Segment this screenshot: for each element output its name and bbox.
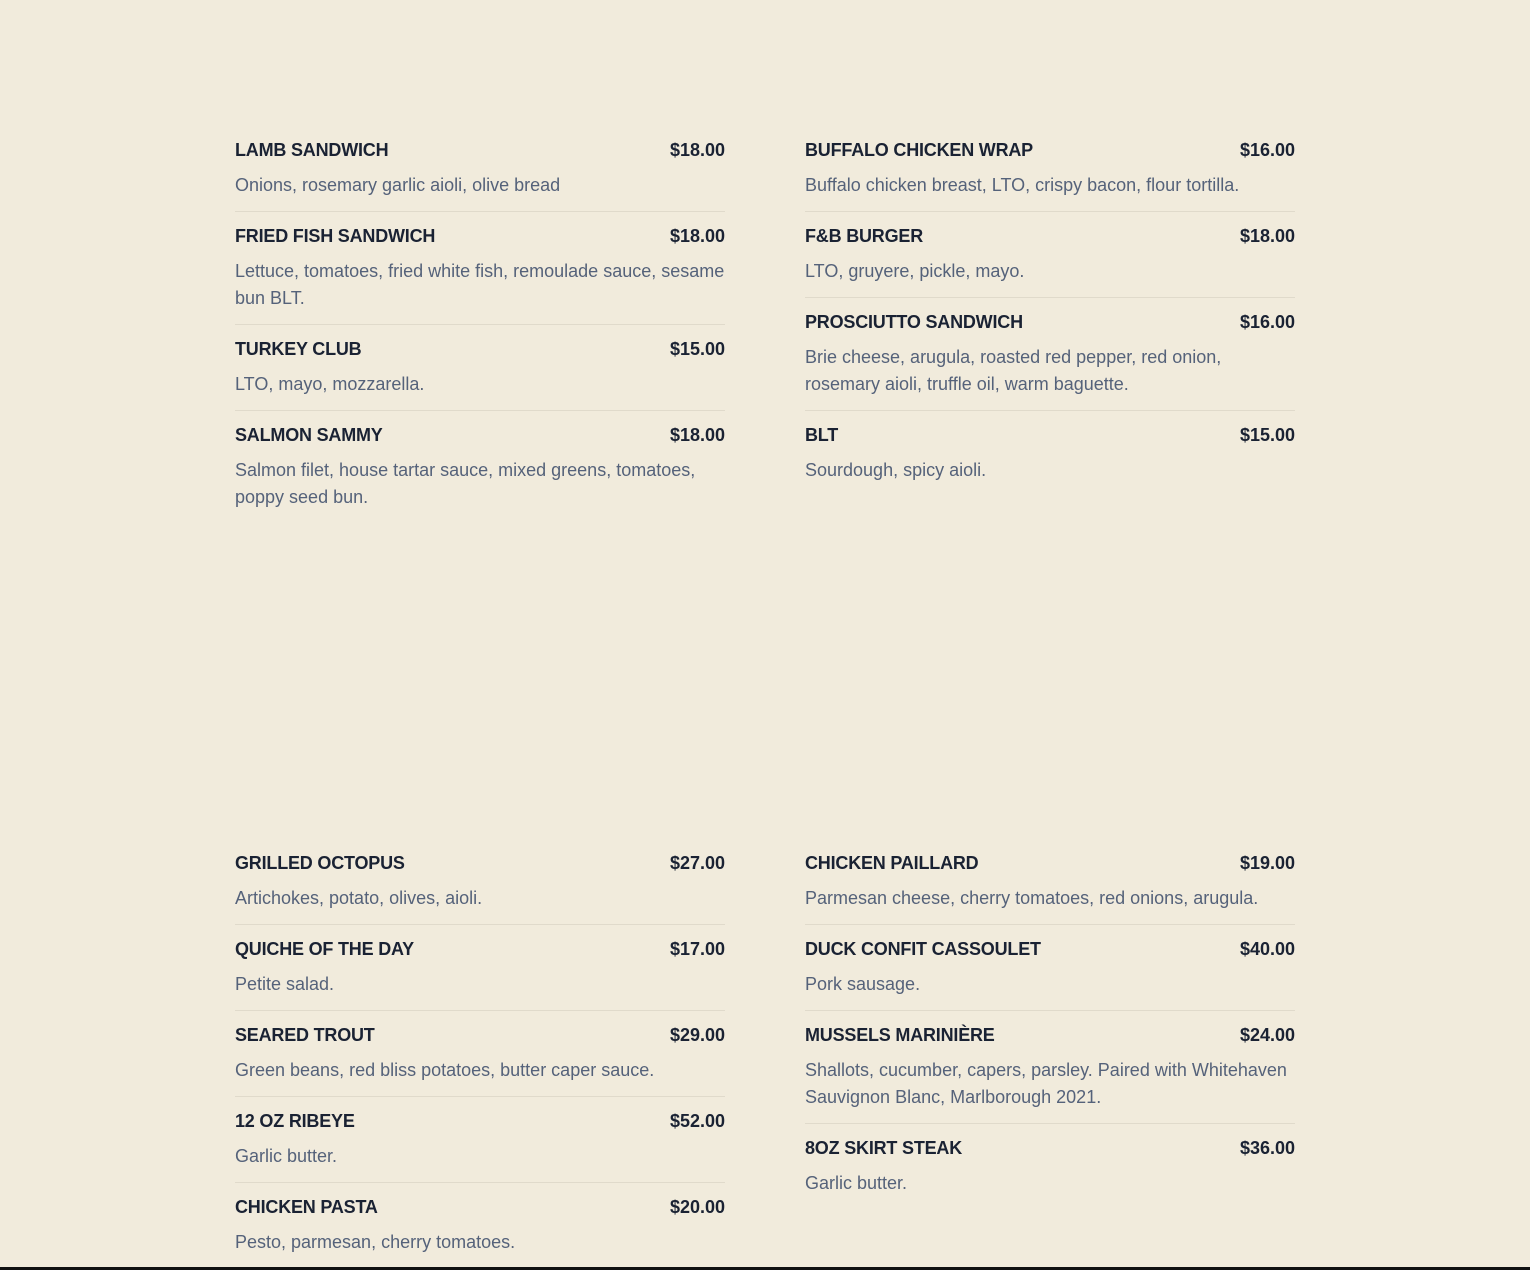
menu-item-price: $18.00	[1239, 226, 1295, 246]
menu-item-description: Parmesan cheese, cherry tomatoes, red onions, arugula.	[805, 888, 1259, 908]
menu-item-price: $20.00	[669, 1197, 725, 1217]
menu-item	[805, 212, 1295, 298]
menu-item-name: SALMON SAMMY	[235, 425, 383, 445]
menu-item-name: DUCK CONFIT CASSOULET	[805, 939, 1041, 959]
menu-item-description: Garlic butter.	[235, 1146, 338, 1166]
menu-item-description: Salmon filet, house tartar sauce, mixed greens, tomatoes, poppy seed bun.	[235, 460, 696, 507]
menu-item-description: Petite salad.	[235, 974, 335, 994]
menu-item-name: FRIED FISH SANDWICH	[235, 226, 436, 246]
menu-item-name: 8OZ SKIRT STEAK	[805, 1138, 963, 1158]
menu-column-right	[805, 853, 1295, 1268]
menu-item-description: Sourdough, spicy aioli.	[805, 460, 987, 480]
menu-item-price: $40.00	[1239, 939, 1295, 959]
menu-item-description: Onions, rosemary garlic aioli, olive bread	[235, 175, 561, 195]
menu-item	[805, 1124, 1295, 1209]
menu-item-description: Shallots, cucumber, capers, parsley. Paired with Whitehaven Sauvignon Blanc, Marlborough 2021.	[805, 1060, 1287, 1107]
menu-item-price: $17.00	[669, 939, 725, 959]
menu-item-name: CHICKEN PASTA	[235, 1197, 378, 1217]
menu-item	[805, 298, 1295, 411]
menu-item-name: BUFFALO CHICKEN WRAP	[805, 140, 1033, 160]
menu-item	[235, 853, 725, 925]
menu-item-name: QUICHE OF THE DAY	[235, 939, 414, 959]
menu-section-sandwiches	[235, 140, 1295, 523]
menu-item-name: BLT	[805, 425, 839, 445]
menu-column-right	[805, 140, 1295, 523]
menu-item-name: SEARED TROUT	[235, 1025, 375, 1045]
menu-item-price: $29.00	[669, 1025, 725, 1045]
menu-item	[235, 140, 725, 212]
menu-item-name: GRILLED OCTOPUS	[235, 853, 405, 873]
menu-item-name: CHICKEN PAILLARD	[805, 853, 979, 873]
menu-item-price: $18.00	[669, 140, 725, 160]
menu-item	[805, 411, 1295, 496]
menu-item-description: Pesto, parmesan, cherry tomatoes.	[235, 1232, 516, 1252]
menu-item	[235, 1011, 725, 1097]
menu-item-description: Buffalo chicken breast, LTO, crispy bacon, flour tortilla.	[805, 175, 1240, 195]
menu-item	[235, 1097, 725, 1183]
menu-item	[235, 212, 725, 325]
menu-item-price: $16.00	[1239, 140, 1295, 160]
menu-item-price: $18.00	[669, 425, 725, 445]
menu-item-description: Pork sausage.	[805, 974, 921, 994]
menu-item	[805, 1011, 1295, 1124]
menu-item	[805, 925, 1295, 1011]
menu-item-name: TURKEY CLUB	[235, 339, 362, 359]
menu-item	[805, 140, 1295, 212]
menu-item	[235, 325, 725, 411]
menu-item-description: LTO, gruyere, pickle, mayo.	[805, 261, 1025, 281]
menu-item-description: Artichokes, potato, olives, aioli.	[235, 888, 483, 908]
menu-item-price: $19.00	[1239, 853, 1295, 873]
menu-item-description: Brie cheese, arugula, roasted red pepper, red onion, rosemary aioli, truffle oil, warm baguette.	[805, 347, 1222, 394]
menu-item	[235, 411, 725, 523]
menu-item	[235, 925, 725, 1011]
menu-item-name: MUSSELS MARINIÈRE	[805, 1025, 995, 1045]
menu-column-left	[235, 140, 725, 523]
menu-item	[235, 1183, 725, 1268]
menu-item-price: $24.00	[1239, 1025, 1295, 1045]
menu-item-description: Green beans, red bliss potatoes, butter caper sauce.	[235, 1060, 655, 1080]
menu-item-price: $16.00	[1239, 312, 1295, 332]
menu-item-price: $15.00	[669, 339, 725, 359]
menu-item-name: PROSCIUTTO SANDWICH	[805, 312, 1023, 332]
menu-column-left	[235, 853, 725, 1268]
menu-item-description: LTO, mayo, mozzarella.	[235, 374, 425, 394]
menu-item-description: Garlic butter.	[805, 1173, 908, 1193]
menu-item-name: LAMB SANDWICH	[235, 140, 389, 160]
menu-item-description: Lettuce, tomatoes, fried white fish, remoulade sauce, sesame bun BLT.	[235, 261, 725, 308]
menu-section-entrees	[235, 853, 1295, 1268]
menu-item	[805, 853, 1295, 925]
menu-item-name: F&B BURGER	[805, 226, 923, 246]
menu-item-price: $27.00	[669, 853, 725, 873]
menu-item-price: $15.00	[1239, 425, 1295, 445]
menu-item-price: $18.00	[669, 226, 725, 246]
menu-item-name: 12 OZ RIBEYE	[235, 1111, 355, 1131]
menu-item-price: $52.00	[669, 1111, 725, 1131]
menu-item-price: $36.00	[1239, 1138, 1295, 1158]
